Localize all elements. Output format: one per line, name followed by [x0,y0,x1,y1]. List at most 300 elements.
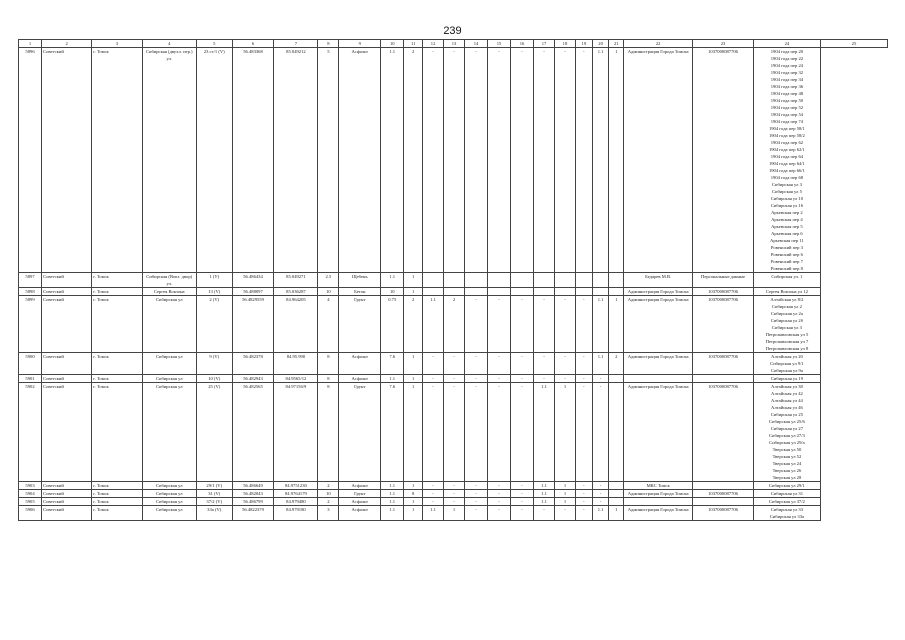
cell-c15: - [464,482,487,490]
cell-c18: 1.1 [534,383,555,482]
object-address: Арьевская пер 5 [771,224,803,229]
cell-lon: 84.979480 [274,498,318,506]
cell-c13: - [423,498,444,506]
cell-c22 [609,482,624,490]
cell-c12: 2 [404,296,423,353]
cell-c21: 1.1 [592,296,609,353]
cell-c12: 1 [404,353,423,375]
cell-c19: 1 [555,482,576,490]
cell-c20: - [575,353,592,375]
cell-c21: - [592,490,609,498]
object-address: 1904 года пер 68 [770,175,804,180]
cell-c18: - [534,353,555,375]
cell-city: г. Томск [92,506,142,521]
cell-c19 [555,288,576,296]
column-number-9: 9 [339,40,381,48]
cell-lon: 84.9764179 [274,490,318,498]
cell-city: г. Томск [92,498,142,506]
cell-c20 [575,273,592,288]
cell-n: 5903 [19,482,42,490]
cell-c15: - [464,48,487,273]
cell-addr: 10 (V) [196,375,232,383]
object-address: Сибирская ул 2 [771,304,802,309]
cell-objects [753,296,820,353]
cell-addr: 2 (V) [196,296,232,353]
cell-ogrn: Персональные данные [693,273,754,288]
object-address: Сибирская ул 25 [770,412,804,417]
cell-c13: - [423,482,444,490]
cell-street: Сибирская ул [142,353,196,375]
cell-district: Советский [42,288,92,296]
cell-c20: - [575,490,592,498]
cell-c21: 1.1 [592,353,609,375]
table-row [19,353,888,375]
column-number-21: 21 [609,40,624,48]
object-address: Сибирская ул 9/1 [770,361,804,366]
cell-c15: - [464,296,487,353]
cell-c15 [464,288,487,296]
column-number-16: 16 [511,40,534,48]
object-address: 1904 года пер 58/2 [768,133,805,138]
cell-ogrn [693,498,754,506]
cell-c22: 1 [609,48,624,273]
cell-owner: Администрация Города Томска [624,490,693,498]
object-address: Арьевская пер 6 [771,231,803,236]
cell-width: 2.5 [318,273,339,288]
cell-lat: 56.482378 [232,353,274,375]
cell-city: г. Томск [92,296,142,353]
column-number-10: 10 [381,40,404,48]
cell-c18: 1.1 [534,482,555,490]
cell-n: 5905 [19,498,42,506]
table-row [19,383,888,482]
cell-city: г. Томск [92,48,142,273]
cell-district: Советский [42,482,92,490]
cell-width: 2 [318,482,339,490]
cell-cover: Асфальт [339,375,381,383]
object-address: 1904 года пер 32 [770,70,804,75]
object-address: 1904 года пер 36 [770,84,804,89]
cell-owner: Администрация Города Томска [624,353,693,375]
cell-c11: 7.6 [381,383,404,482]
column-number-4: 4 [142,40,196,48]
column-number-1: 1 [19,40,42,48]
cell-c21 [592,273,609,288]
object-address: Алтайская ул 42 [771,391,803,396]
cell-cover: Щебень [339,273,381,288]
column-number-11: 11 [404,40,423,48]
cell-c18: - [534,48,555,273]
cell-lat: 56.488097 [232,288,274,296]
object-address: Сибирская ул 19 [770,376,804,381]
cell-c14: - [444,353,465,375]
cell-district: Советский [42,353,92,375]
object-address: Сибирская ул 5 [771,189,802,194]
cell-c12: 1 [404,375,423,383]
cell-c17: - [511,353,534,375]
object-address: 1904 года пер 24 [770,63,804,68]
cell-street: Сибирская ул [142,506,196,521]
cell-lon: 85.049212 [274,48,318,273]
object-address: Сибирская ул 27/3 [768,433,805,438]
cell-city: г. Томск [92,383,142,482]
table-row [19,48,888,273]
table-row [19,273,888,288]
cell-ogrn: 1037000087706 [693,296,754,353]
object-address: Сибирская ул 29/1 [768,483,805,488]
cell-addr: 1 (У) [196,273,232,288]
cell-c21: - [592,482,609,490]
cell-c12: 8 [404,490,423,498]
cell-c20: - [575,506,592,521]
cell-objects [753,498,820,506]
cell-city: г. Томск [92,273,142,288]
cell-width: 8 [318,383,339,482]
object-address: Тверская ул 24 [772,461,802,466]
cell-c22 [609,490,624,498]
cell-width: 5 [318,48,339,273]
cell-street: Сергея Вокзона [142,288,196,296]
object-address: Алтайская ул 38 [771,384,803,389]
cell-objects [753,353,820,375]
cell-lon: 84.9751230 [274,482,318,490]
object-address: Сибирская ул 2б [770,318,804,323]
cell-owner: Бедарев М.В. [624,273,693,288]
object-address: 1904 года пер 34 [770,77,804,82]
cell-c19: 1 [555,498,576,506]
cell-lon: 84.97156/9 [274,383,318,482]
cell-c17: - [511,375,534,383]
object-address: 1904 года пер 64 [770,154,804,159]
cell-c16 [488,288,511,296]
cell-c18: - [534,375,555,383]
cell-street: Сибирская ул [142,375,196,383]
cell-c12: 2 [404,48,423,273]
cell-lon: 85.036287 [274,288,318,296]
column-number-17: 17 [534,40,555,48]
cell-c14: - [444,383,465,482]
cell-width: 3 [318,506,339,521]
object-address: Арьевская пер 2 [771,210,803,215]
object-address: 1904 года пер 54 [770,112,804,117]
cell-cover: Бетон [339,288,381,296]
column-number-19: 19 [575,40,592,48]
cell-city: г. Томск [92,490,142,498]
cell-c14: - [444,375,465,383]
cell-c12: 1 [404,383,423,482]
cell-c20: - [575,498,592,506]
cell-lat: 56.482565 [232,383,274,482]
cell-owner: Администрация Города Томска [624,506,693,521]
cell-addr: 29/1 (V) [196,482,232,490]
cell-lat: 56.4822379 [232,506,274,521]
object-address: Сибирская ул 29/а [769,440,805,445]
cell-city: г. Томск [92,353,142,375]
cell-n: 5897 [19,273,42,288]
cell-objects [753,273,820,288]
cell-c14: - [444,498,465,506]
cell-n: 5896 [19,48,42,273]
table-row [19,288,888,296]
cell-c17: - [511,506,534,521]
object-address: 1904 года пер 74 [770,119,804,124]
cell-c22 [609,288,624,296]
cell-c20: - [575,48,592,273]
cell-c15: - [464,498,487,506]
cell-city: г. Томск [92,288,142,296]
cell-c11: 7.6 [381,353,404,375]
cell-ogrn: 1037000087706 [693,490,754,498]
cell-district: Советский [42,490,92,498]
cell-c18: - [534,296,555,353]
cell-c19: - [555,506,576,521]
cell-c17: - [511,482,534,490]
cell-city: г. Томск [92,482,142,490]
cell-c11: 1.1 [381,506,404,521]
cell-c17: - [511,48,534,273]
cell-n: 5902 [19,383,42,482]
cell-lat: 56.482943 [232,375,274,383]
object-address: Алтайская ул 46 [771,405,803,410]
cell-c15: - [464,490,487,498]
cell-street: Сибирская ул [142,490,196,498]
cell-cover: Асфальт [339,353,381,375]
cell-n: 5906 [19,506,42,521]
object-address: Алтайская ул 8/2 [770,297,804,302]
object-address: Тверская ул 26 [772,468,802,473]
object-address: Сибирская ул 3 [771,182,802,187]
cell-c14 [444,288,465,296]
cell-objects [753,482,820,490]
column-number-6: 6 [232,40,274,48]
cell-c17: - [511,490,534,498]
cell-c18 [534,273,555,288]
cell-c21: - [592,375,609,383]
object-address: Ровенский пер 8 [770,266,803,271]
cell-c21 [592,288,609,296]
cell-c18: 1.1 [534,498,555,506]
object-address: Арьевская пер 4 [771,217,803,222]
cell-owner: Администрация Города Томска [624,296,693,353]
cell-cover: Грунт [339,383,381,482]
cell-street: Сибирская (двухл. пер.) ул. [142,48,196,273]
cell-objects [753,375,820,383]
cell-c13: - [423,383,444,482]
cell-c13: - [423,353,444,375]
object-address: Сибирская ул 2а [770,311,803,316]
object-address: Сибирская ул 31 [770,491,804,496]
cell-c22: 2 [609,353,624,375]
cell-ogrn [693,482,754,490]
object-address: 1904 года пер 22 [770,56,804,61]
object-address: Алтайская ул 44 [771,398,803,403]
column-number-18: 18 [555,40,576,48]
cell-district: Советский [42,375,92,383]
cell-addr: 25 (V) [196,383,232,482]
cell-c14: 2 [444,296,465,353]
cell-c22: 1 [609,296,624,353]
cell-c13 [423,288,444,296]
cell-ogrn: 1037000087706 [693,353,754,375]
cell-c19: - [555,375,576,383]
cell-c19: 1 [555,383,576,482]
cell-lat: 56.483368 [232,48,274,273]
cell-c22: 1 [609,506,624,521]
cell-lat: 56.486649 [232,482,274,490]
column-number-7: 7 [274,40,318,48]
cell-cover: Асфальт [339,506,381,521]
cell-c17: - [511,296,534,353]
table-row [19,482,888,490]
object-address: 1904 года пер 50 [770,98,804,103]
object-address: 1904 года пер 66/1 [768,168,805,173]
table-body [19,48,888,521]
cell-c11: 1.1 [381,273,404,288]
cell-lat: 56.482043 [232,490,274,498]
cell-owner: Администрация Города Томска [624,48,693,273]
cell-ogrn: 1037000087706 [693,506,754,521]
cell-lon: 84.964205 [274,296,318,353]
cell-c11: 10 [381,288,404,296]
cell-lon: 84.979180 [274,506,318,521]
object-address: 1904 года пер 48 [770,91,804,96]
cell-c11: 1.1 [381,482,404,490]
cell-width: 4 [318,296,339,353]
cell-addr: 37/2 (V) [196,498,232,506]
cell-c16: - [488,353,511,375]
cell-c16 [488,273,511,288]
cell-c21: - [592,383,609,482]
cell-c15: - [464,383,487,482]
object-address: Сибирская ул. 1 [771,274,803,279]
object-address: Ровенский пер 6 [770,252,803,257]
object-address: Сибирская ул 33 [770,507,804,512]
cell-c12: 1 [404,506,423,521]
object-address: Сибирская ул 9а [770,368,803,373]
cell-city: г. Томск [92,375,142,383]
cell-c16: - [488,375,511,383]
object-address: Ровенский пер 3 [770,245,803,250]
cell-c14: 1 [444,506,465,521]
cell-c16: - [488,296,511,353]
object-address: Петропавловская ул 8 [765,346,809,351]
cell-c12: 1 [404,288,423,296]
column-number-24: 24 [753,40,820,48]
cell-addr: 33а (V) [196,506,232,521]
object-address: Сибирская ул 10 [770,196,804,201]
cell-n: 5900 [19,353,42,375]
cell-c22 [609,383,624,482]
cell-width: 8 [318,353,339,375]
cell-c16: - [488,383,511,482]
cell-ogrn: 1037000087706 [693,383,754,482]
cell-lat: 56.486434 [232,273,274,288]
object-address: Сергея Вокзона ул 12 [765,289,808,294]
cell-c18: - [534,506,555,521]
cell-c13 [423,273,444,288]
cell-c17 [511,273,534,288]
cell-c19: - [555,296,576,353]
cell-objects [753,490,820,498]
cell-street: Сибирская (Вокз. двор) ул. [142,273,196,288]
cell-c18: 1.1 [534,490,555,498]
object-address: Петропавловская ул 5 [765,332,809,337]
cell-c15: - [464,353,487,375]
cell-objects [753,288,820,296]
cell-owner: Администрация Города Томска [624,288,693,296]
cell-district: Советский [42,383,92,482]
cell-c14 [444,273,465,288]
cell-lat: 56.486799 [232,498,274,506]
object-address: Сибирская ул 27 [770,426,804,431]
cell-c13: 1.1 [423,506,444,521]
cell-c13: - [423,48,444,273]
cell-district: Советский [42,296,92,353]
object-address: Тверская ул 28 [772,475,802,480]
cell-n: 5904 [19,490,42,498]
column-number-14: 14 [464,40,487,48]
column-number-13: 13 [444,40,465,48]
cell-c16: - [488,482,511,490]
cell-district: Советский [42,48,92,273]
cell-street: Сибирская ул [142,482,196,490]
object-address: Сибирская ул 3 [771,325,802,330]
cell-width: 2 [318,498,339,506]
cell-district: Советский [42,273,92,288]
cell-street: Сибирская ул [142,383,196,482]
cell-c12: 1 [404,482,423,490]
column-number-5: 5 [196,40,232,48]
cell-c14: - [444,490,465,498]
object-address: Арьевская пер 11 [770,238,804,243]
column-number-15: 15 [488,40,511,48]
cell-owner [624,498,693,506]
cell-c21: 1.1 [592,48,609,273]
object-address: 1904 года пер 58/1 [768,126,805,131]
cell-c15 [464,273,487,288]
cell-objects [753,48,820,273]
cell-c11: 1.1 [381,375,404,383]
column-number-25: 25 [820,40,887,48]
table-row [19,375,888,383]
object-address: Сибирская ул 16 [770,203,804,208]
cell-c19: - [555,353,576,375]
object-address: Тверская ул 50 [772,447,802,452]
page-number: 239 [443,25,462,37]
column-number-2: 2 [42,40,92,48]
cell-c17 [511,288,534,296]
cell-c21: 1.1 [592,506,609,521]
cell-c20 [575,288,592,296]
cell-c20: - [575,375,592,383]
cell-c20: - [575,383,592,482]
cell-lon: 84.9565/12 [274,375,318,383]
cell-c11: 1.1 [381,48,404,273]
cell-district: Советский [42,498,92,506]
cell-street: Сибирская ул [142,498,196,506]
cell-c11: 1.1 [381,490,404,498]
cell-c22 [609,498,624,506]
object-address: Тверская ул 52 [772,454,802,459]
column-number-8: 8 [318,40,339,48]
cell-c12: 1 [404,498,423,506]
object-address: Петропавловская ул 7 [765,339,809,344]
cell-addr: 9 (V) [196,353,232,375]
cell-c12: 1 [404,273,423,288]
column-number-22: 22 [624,40,693,48]
column-number-23: 23 [693,40,754,48]
object-address: 1904 года пер 62 [770,140,804,145]
